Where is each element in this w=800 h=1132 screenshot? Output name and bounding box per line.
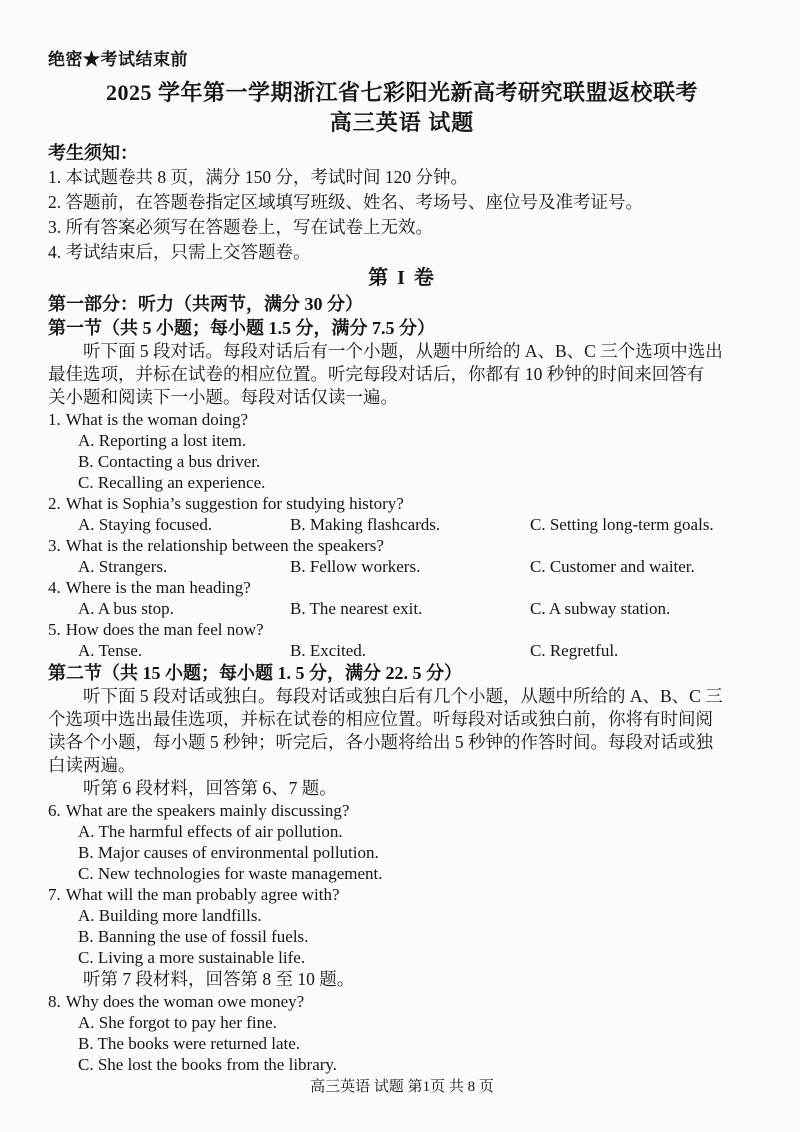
option-c: C. Regretful. xyxy=(530,641,619,660)
question-text: What will the man probably agree with? xyxy=(65,885,340,904)
option-c: C. Setting long-term goals. xyxy=(530,515,714,534)
options-stack xyxy=(48,821,756,884)
question-number: 4. xyxy=(48,578,61,597)
material-note-6: 听第 6 段材料，回答第 6、7 题。 xyxy=(83,778,337,798)
question-text: What is Sophia’s suggestion for studying history? xyxy=(65,494,404,513)
option-c: C. Recalling an experience. xyxy=(78,473,266,492)
question-number: 1. xyxy=(48,410,61,429)
option-b: B. Fellow workers. xyxy=(290,557,421,576)
section2-instruction-line: 个选项中选出最佳选项，并标在试卷的相应位置。听每段对话或独白前，你将有时间阅 xyxy=(48,709,713,729)
question-7 xyxy=(48,884,756,968)
option-b: B. The books were returned late. xyxy=(78,1034,301,1053)
options-stack xyxy=(48,905,756,968)
question-text: Where is the man heading? xyxy=(65,578,251,597)
question-text: What are the speakers mainly discussing? xyxy=(65,801,350,820)
section1-instruction-line: 听下面 5 段对话。每段对话后有一个小题，从题中所给的 A、B、C 三个选项中选出 xyxy=(83,341,723,361)
question-number: 2. xyxy=(48,494,61,513)
options-row xyxy=(78,556,756,577)
question-number: 8. xyxy=(48,992,61,1011)
question-line xyxy=(48,409,756,430)
option-c: C. Living a more sustainable life. xyxy=(78,948,306,967)
subject-title: 高三英语 试题 xyxy=(329,110,475,135)
options-row xyxy=(78,598,756,619)
option-a: A. Tense. xyxy=(78,641,143,660)
material-note-7: 听第 7 段材料，回答第 8 至 10 题。 xyxy=(83,969,355,989)
notice-item-1: 1. 本试题卷共 8 页，满分 150 分，考试时间 120 分钟。 xyxy=(48,167,468,187)
option-c: C. A subway station. xyxy=(530,599,671,618)
question-6 xyxy=(48,800,756,884)
exam-title: 2025 学年第一学期浙江省七彩阳光新高考研究联盟返校联考 xyxy=(105,80,698,105)
notice-item-3: 3. 所有答案必须写在答题卷上，写在试卷上无效。 xyxy=(48,217,433,237)
question-line xyxy=(48,800,756,821)
question-line xyxy=(48,884,756,905)
question-text: What is the relationship between the speakers? xyxy=(65,536,384,555)
options-row xyxy=(78,640,756,661)
section2-instruction-line: 白读两遍。 xyxy=(48,755,136,775)
options-stack xyxy=(48,430,756,493)
notice-item-4: 4. 考试结束后，只需上交答题卷。 xyxy=(48,242,311,262)
options-stack xyxy=(48,1012,756,1075)
question-3 xyxy=(48,535,756,577)
option-b: B. Major causes of environmental pollution. xyxy=(78,843,379,862)
question-8 xyxy=(48,991,756,1075)
security-classification: 绝密★考试结束前 xyxy=(48,50,188,69)
question-line xyxy=(48,991,756,1012)
option-a: A. Reporting a lost item. xyxy=(78,431,247,450)
option-a: A. The harmful effects of air pollution. xyxy=(78,822,343,841)
question-text: Why does the woman owe money? xyxy=(65,992,305,1011)
section2-instruction-line: 听下面 5 段对话或独白。每段对话或独白后有几个小题，从题中所给的 A、B、C 三 xyxy=(83,686,723,706)
volume-heading: 第 I 卷 xyxy=(368,267,436,289)
option-c: C. New technologies for waste management. xyxy=(78,864,383,883)
question-line xyxy=(48,493,756,514)
section2-instruction-line: 读各个小题，每小题 5 秒钟；听完后，各小题将给出 5 秒钟的作答时间。每段对话或独 xyxy=(48,732,713,752)
page-footer: 高三英语 试题 第1页 共 8 页 xyxy=(310,1079,494,1095)
question-text: What is the woman doing? xyxy=(65,410,248,429)
notice-item-2: 2. 答题前，在答题卷指定区域填写班级、姓名、考场号、座位号及准考证号。 xyxy=(48,192,643,212)
option-c: C. She lost the books from the library. xyxy=(78,1055,338,1074)
option-a: A. She forgot to pay her fine. xyxy=(78,1013,277,1032)
question-number: 3. xyxy=(48,536,61,555)
question-4 xyxy=(48,577,756,619)
question-line xyxy=(48,619,756,640)
question-text: How does the man feel now? xyxy=(65,620,264,639)
section1-instruction-line: 最佳选项，并标在试卷的相应位置。听完每段对话后，你都有 10 秒钟的时间来回答有 xyxy=(48,364,705,384)
part1-heading: 第一部分：听力（共两节，满分 30 分） xyxy=(48,294,363,314)
question-2 xyxy=(48,493,756,535)
section1-instruction-line: 关小题和阅读下一小题。每段对话仅读一遍。 xyxy=(48,387,398,407)
option-b: B. The nearest exit. xyxy=(290,599,423,618)
question-number: 5. xyxy=(48,620,61,639)
section2-heading: 第二节（共 15 小题；每小题 1. 5 分，满分 22. 5 分） xyxy=(48,663,462,683)
option-b: B. Contacting a bus driver. xyxy=(78,452,261,471)
question-5 xyxy=(48,619,756,661)
option-b: B. Excited. xyxy=(290,641,367,660)
question-1 xyxy=(48,409,756,493)
question-line xyxy=(48,577,756,598)
option-c: C. Customer and waiter. xyxy=(530,557,695,576)
option-a: A. Strangers. xyxy=(78,557,168,576)
question-number: 7. xyxy=(48,885,61,904)
options-row xyxy=(78,514,756,535)
option-b: B. Making flashcards. xyxy=(290,515,441,534)
option-a: A. Staying focused. xyxy=(78,515,213,534)
option-a: A. Building more landfills. xyxy=(78,906,262,925)
question-number: 6. xyxy=(48,801,61,820)
option-b: B. Banning the use of fossil fuels. xyxy=(78,927,309,946)
question-line xyxy=(48,535,756,556)
candidate-notice-heading: 考生须知： xyxy=(48,143,138,163)
section1-heading: 第一节（共 5 小题；每小题 1.5 分，满分 7.5 分） xyxy=(48,318,435,338)
option-a: A. A bus stop. xyxy=(78,599,174,618)
